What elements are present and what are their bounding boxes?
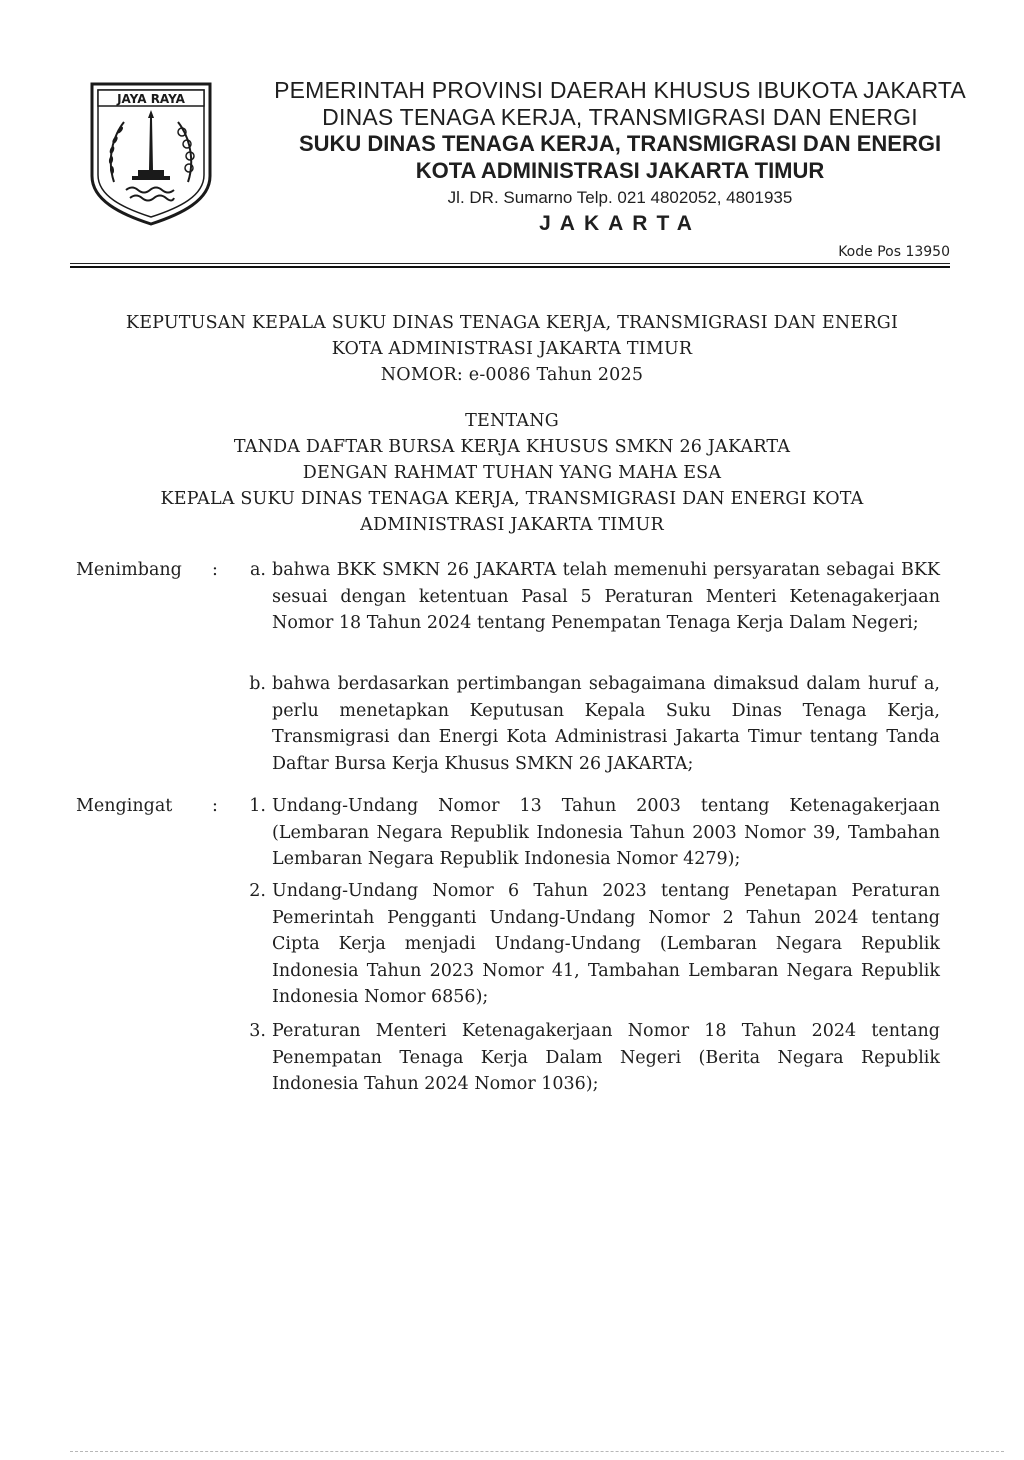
scan-edge-line [70, 1451, 1004, 1452]
svg-text:JAYA RAYA: JAYA RAYA [117, 92, 185, 106]
mengingat-item-1: Undang-Undang Nomor 13 Tahun 2003 tentang Ketenagakerjaan (Lembaran Negara Republik Indonesia Tahun 2003 Nomor 39, Tambahan Lembaran Negara Republik Indonesia Nomor 4279); [272, 796, 940, 869]
mengingat-item-marker: 3. [249, 1021, 266, 1041]
postal-code: Kode Pos 13950 [838, 244, 950, 260]
decree-title-line-2: KOTA ADMINISTRASI JAKARTA TIMUR [331, 339, 693, 359]
mengingat-item-3: Peraturan Menteri Ketenagakerjaan Nomor 18 Tahun 2024 tentang Penempatan Tenaga Kerja Dalam Negeri (Berita Negara Republik Indonesia Tahun 2024 Nomor 1036); [272, 1021, 940, 1094]
menimbang-item-marker: a. [250, 560, 266, 580]
mengingat-colon: : [212, 796, 218, 816]
menimbang-item-a: bahwa BKK SMKN 26 JAKARTA telah memenuhi persyaratan sebagai BKK sesuai dengan ketentuan Pasal 5 Peraturan Menteri Ketenagakerjaan Nomor 18 Tahun 2024 tentang Penempatan Tenaga Kerja Dalam Negeri; [272, 560, 940, 633]
letterhead-sub-agency-line: SUKU DINAS TENAGA KERJA, TRANSMIGRASI DAN ENERGI [298, 131, 942, 156]
mengingat-item-marker: 1. [249, 796, 266, 816]
decree-title-line-1: KEPUTUSAN KEPALA SUKU DINAS TENAGA KERJA, TRANSMIGRASI DAN ENERGI [125, 313, 899, 333]
decree-number: NOMOR: e-0086 Tahun 2025 [380, 365, 644, 385]
mengingat-label: Mengingat [76, 796, 173, 816]
decree-authority-line-2: ADMINISTRASI JAKARTA TIMUR [360, 515, 664, 535]
mengingat-item-2: Undang-Undang Nomor 6 Tahun 2023 tentang Penetapan Peraturan Pemerintah Pengganti Undang-Undang Nomor 2 Tahun 2024 tentang Cipta Kerja menjadi Undang-Undang (Lembaran Negara Republik Indonesia Tahun 2023 Nomor 41, Tambahan Lembaran Negara Republik Indonesia Nomor 6856); [272, 881, 940, 1007]
decree-authority-line-1: KEPALA SUKU DINAS TENAGA KERJA, TRANSMIGRASI DAN ENERGI KOTA [160, 489, 864, 509]
letterhead-agency-line: DINAS TENAGA KERJA, TRANSMIGRASI DAN ENERGI [322, 104, 918, 130]
letterhead-government-line: PEMERINTAH PROVINSI DAERAH KHUSUS IBUKOTA JAKARTA [274, 77, 966, 103]
mengingat-item-marker: 2. [249, 881, 266, 901]
menimbang-colon: : [212, 560, 218, 580]
decree-blessing: DENGAN RAHMAT TUHAN YANG MAHA ESA [302, 463, 722, 483]
letterhead-divider-thick [70, 266, 950, 268]
letterhead-divider-thin [70, 263, 950, 264]
letterhead-city-administration-line: KOTA ADMINISTRASI JAKARTA TIMUR [415, 158, 825, 183]
menimbang-item-b: bahwa berdasarkan pertimbangan sebagaimana dimaksud dalam huruf a, perlu menetapkan Keputusan Kepala Suku Dinas Tenaga Kerja, Transmigrasi dan Energi Kota Administrasi Jakarta Timur tentang Tanda Daftar Bursa Kerja Khusus SMKN 26 JAKARTA; [272, 674, 940, 774]
jakarta-coat-of-arms-logo [86, 78, 216, 230]
menimbang-label: Menimbang [76, 560, 182, 580]
letterhead-address: Jl. DR. Sumarno Telp. 021 4802052, 4801935 [447, 188, 793, 207]
letterhead-city: JAKARTA [539, 212, 701, 235]
menimbang-item-marker: b. [249, 674, 266, 694]
decree-subject: TANDA DAFTAR BURSA KERJA KHUSUS SMKN 26 JAKARTA [233, 437, 791, 457]
decree-tentang: TENTANG [465, 411, 559, 431]
